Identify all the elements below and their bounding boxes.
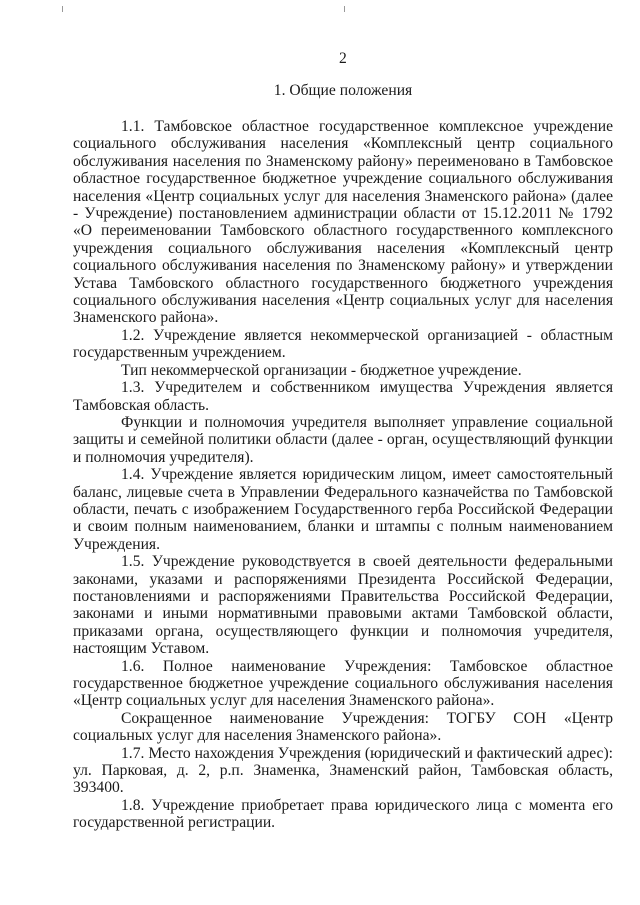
paragraph-1-6: 1.6. Полное наименование Учреждения: Тамбовское областное государственное бюджетное учреждение социального обслуживания населения «Центр социальных услуг для населения Знаменского района». (73, 657, 613, 710)
section-body (73, 118, 613, 832)
paragraph-1-4: 1.4. Учреждение является юридическим лицом, имеет самостоятельный баланс, лицевые счета в Управлении Федерального казначейства по Тамбовской области, печать с изображением Государственного герба Российской Федерации и своим полным наименованием, бланки и штампы с полным наименованием Учреждения. (73, 466, 613, 553)
page-number-text: 2 (339, 50, 347, 67)
paragraph-1-3: 1.3. Учредителем и собственником имущества Учреждения является Тамбовская область. (73, 379, 613, 414)
paragraph-org-type: Тип некоммерческой организации - бюджетное учреждение. (121, 361, 522, 379)
paragraph-1-7: 1.7. Место нахождения Учреждения (юридический и фактический адрес): ул. Парковая, д. 2, р.п. Знаменка, Знаменский район, Тамбовская область, 393400. (73, 744, 613, 797)
scan-mark-right (344, 6, 345, 12)
section-title: 1. Общие положения (273, 82, 413, 99)
paragraph-founder-functions: Функции и полномочия учредителя выполняет управление социальной защиты и семейной политики области (далее - орган, осуществляющий функции и полномочия учредителя). (73, 413, 613, 466)
paragraph-1-5: 1.5. Учреждение руководствуется в своей деятельности федеральными законами, указами и распоряжениями Президента Российской Федерации, постановлениями и распоряжениями Правительства Российской Федерации, законами и иными нормативными правовыми актами Тамбовской области, приказами органа, осуществляющего функции и полномочия учредителя, настоящим Уставом. (73, 553, 613, 658)
paragraph-short-name: Сокращенное наименование Учреждения: ТОГБУ СОН «Центр социальных услуг для населения Знаменского района». (73, 709, 613, 745)
paragraph-1-2: 1.2. Учреждение является некоммерческой организацией - областным государственным учреждением. (73, 326, 613, 362)
paragraph-1-1: 1.1. Тамбовское областное государственное комплексное учреждение социального обслуживания населения «Комплексный центр социального обслуживания населения по Знаменскому району» переименовано в Тамбовское областное государственное бюджетное учреждение социального обслуживания населения «Центр социальных услуг для населения Знаменского района» (далее - Учреждение) постановлением администрации области от 15.12.2011 № 1792 «О переименовании Тамбовского областного государственного комплексного учреждения социального обслуживания населения «Комплексный центр социального обслуживания населения по Знаменскому району» и утверждении Устава Тамбовского областного государственного бюджетного учреждения социального обслуживания населения «Центр социальных услуг для населения Знаменского района». (73, 118, 613, 327)
scan-mark-left (62, 6, 63, 12)
paragraph-1-8: 1.8. Учреждение приобретает права юридического лица с момента его государственной регистрации. (73, 796, 613, 832)
